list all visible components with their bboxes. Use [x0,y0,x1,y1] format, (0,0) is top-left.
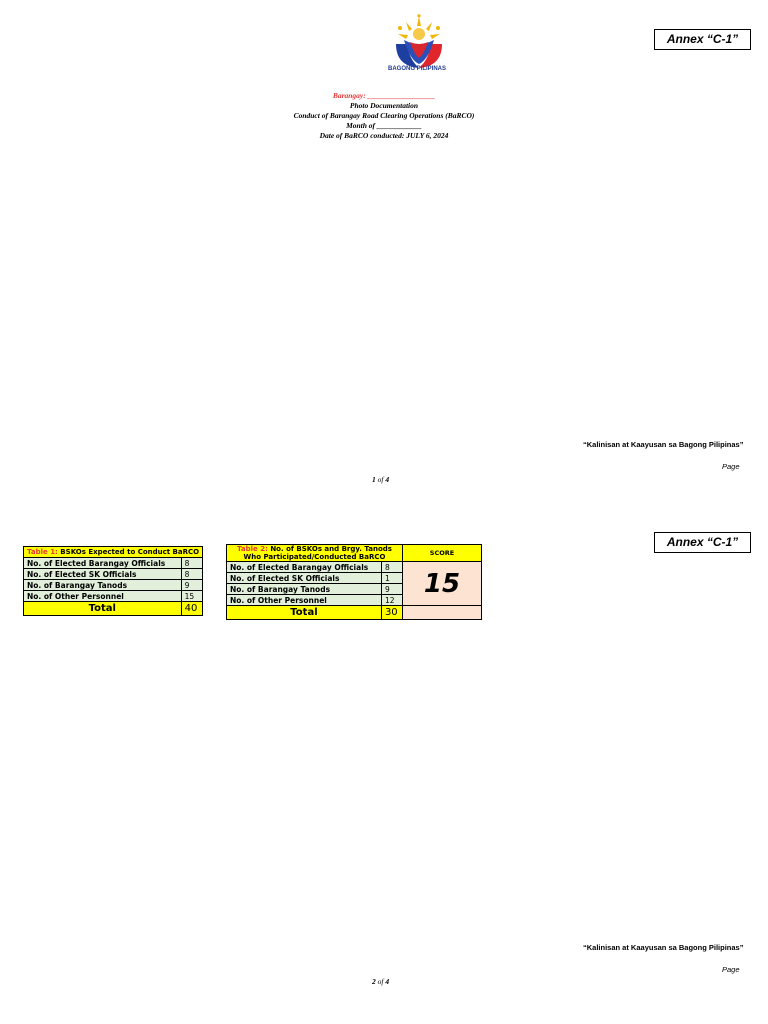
table-row: No. of Elected Barangay Officials 8 15 [227,562,482,573]
table-total-row: Total 30 [227,606,482,620]
table-bskos-expected [23,546,203,616]
document-header [234,91,534,141]
header-month: Month of ____________ [346,121,422,130]
score-value: 15 [403,562,482,606]
table-row: No. of Other Personnel 15 [24,591,203,602]
header-title: Photo Documentation [349,101,419,110]
table1-title: Table 1: BSKOs Expected to Conduct BaRCO [24,547,203,558]
table-row: No. of Elected SK Officials 1 [227,573,482,584]
footer-motto: “Kalinisan at Kaayusan sa Bagong Pilipinas” [583,943,744,952]
logo-caption: BAGONG PILIPINAS [387,66,446,72]
table-total-row: Total 40 [24,602,203,616]
page-number: 1 of 4 [372,475,390,484]
barangay-label: Barangay: __________________ [332,91,436,100]
table-row: No. of Elected SK Officials 8 [24,569,203,580]
table-row: No. of Barangay Tanods 9 [24,580,203,591]
page-number: 2 of 4 [372,977,390,986]
annex-label: Annex “C-1” [654,29,751,50]
annex-label: Annex “C-1” [654,532,751,553]
header-date: Date of BaRCO conducted: JULY 6, 2024 [319,131,449,140]
table2-title: Table 2: No. of BSKOs and Brgy. Tanods Who Participated/Conducted BaRCO [227,545,403,562]
table-row: No. of Elected Barangay Officials 8 [24,558,203,569]
footer-motto: “Kalinisan at Kaayusan sa Bagong Pilipinas” [583,440,744,449]
score-header: SCORE [403,545,482,562]
footer-page-word: Page [722,462,740,471]
table-row: No. of Other Personnel 12 [227,595,482,606]
footer-page-word: Page [722,965,740,974]
table-bskos-participated [226,544,482,620]
header-subtitle: Conduct of Barangay Road Clearing Operations (BaRCO) [293,111,475,120]
table-row: No. of Barangay Tanods 9 [227,584,482,595]
